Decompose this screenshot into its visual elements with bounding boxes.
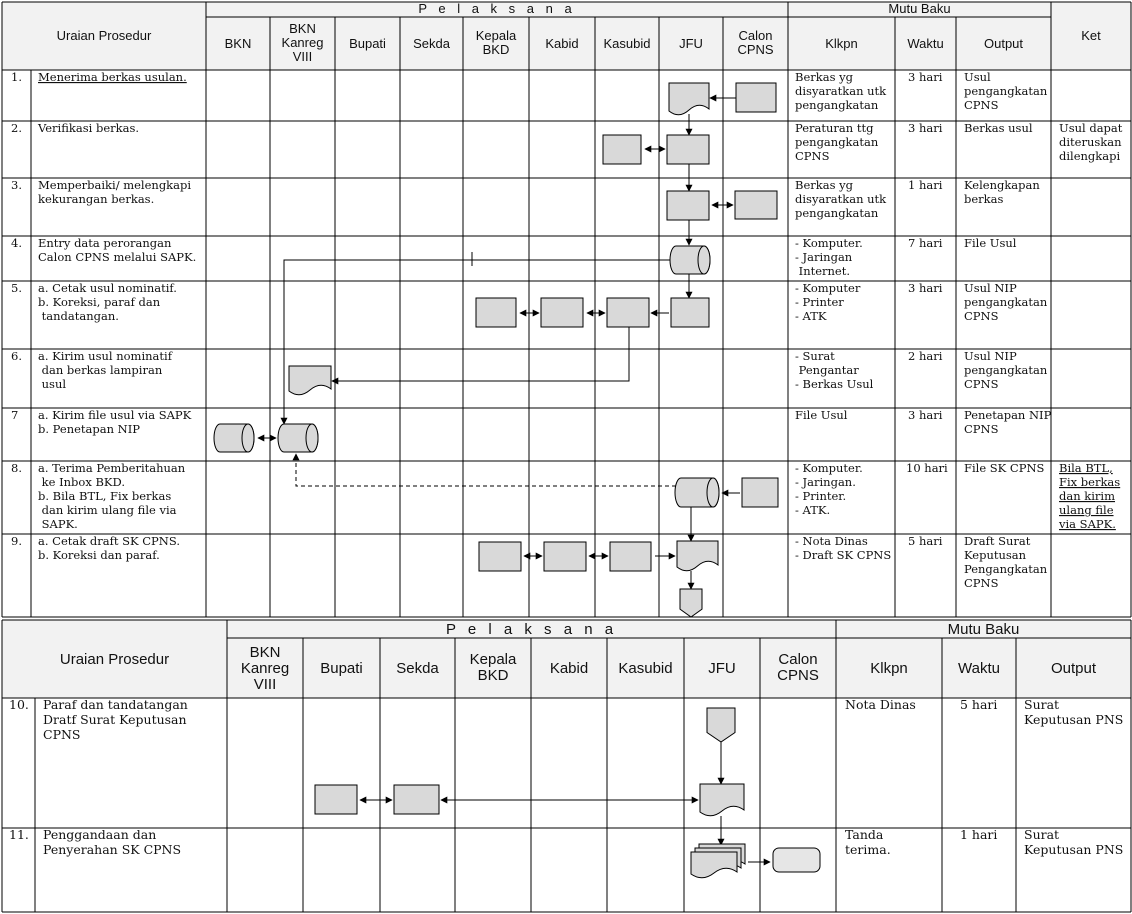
calon-cpns-fix-box (735, 191, 777, 219)
document-usul (669, 83, 709, 115)
row-number: 3. (11, 178, 22, 192)
row-number: 11. (9, 827, 29, 842)
kasubid-draft-box (610, 542, 651, 571)
actor-header: JFU (708, 660, 736, 677)
sapk-database (670, 246, 710, 274)
klkpn-text: File Usul (795, 408, 848, 422)
procedure-description: a. Kirim usul nominatif dan berkas lampiran usul (38, 349, 172, 391)
row-number: 10. (9, 697, 29, 712)
waktu-text: 1 hari (960, 827, 998, 842)
procedure-header: Uraian Prosedur (59, 651, 170, 668)
offpage-connector (707, 708, 735, 742)
calon-cpns-box (736, 83, 776, 112)
row-number: 5. (11, 281, 22, 295)
final-sk-document (700, 784, 744, 816)
actor-header: BKN Kanreg VIII (240, 644, 290, 693)
cylinder-end (242, 424, 254, 452)
actor-header: Kasubid (603, 36, 651, 51)
kasubid-correct-box (607, 298, 649, 327)
row-number: 2. (11, 121, 22, 135)
output-text: Penetapan NIP CPNS (964, 408, 1052, 436)
cylinder-end (306, 424, 318, 452)
actor-header: Kabid (549, 660, 589, 677)
klkpn-text: Berkas yg disyaratkan utk pengangkatan (795, 178, 887, 220)
procedure-description: a. Terima Pemberitahuan ke Inbox BKD. b. Bila BTL, Fix berkas dan kirim ulang file via SAPK. (38, 461, 186, 531)
cylinder-end (707, 478, 719, 507)
waktu-text: 3 hari (908, 121, 943, 135)
output-text: Usul pengangkatan CPNS (964, 70, 1048, 112)
connector-line (332, 327, 629, 381)
mutu-col-header: Output (983, 36, 1024, 51)
waktu-text: 2 hari (908, 349, 943, 363)
actor-header: Sekda (413, 36, 450, 51)
actor-header: Calon CPNS (777, 651, 819, 684)
pelaksana-header: P e l a k s a n a (445, 621, 618, 638)
klkpn-text: - Komputer. - Jaringan Internet. (795, 236, 863, 278)
row-number: 9. (11, 534, 22, 548)
procedure-description: Verifikasi berkas. (38, 121, 140, 135)
procedure-header: Uraian Prosedur (56, 28, 152, 43)
row-number: 7 (11, 408, 19, 422)
row-number: 8. (11, 461, 22, 475)
kasubid-box (603, 135, 641, 164)
waktu-text: 3 hari (908, 70, 943, 84)
row-number: 6. (11, 349, 22, 363)
klkpn-text: - Komputer - Printer - ATK (795, 281, 861, 323)
output-text: Surat Keputusan PNS (1024, 697, 1124, 727)
usul-nominatif-document (289, 366, 331, 395)
row-number: 4. (11, 236, 22, 250)
jfu-print-box (671, 298, 709, 327)
output-text: Berkas usul (964, 121, 1033, 135)
actor-header: Calon CPNS (737, 28, 774, 57)
kepala-bkd-sign-box (476, 298, 516, 327)
actor-header: BKN (224, 36, 252, 51)
actor-header: Kepala BKD (469, 651, 517, 684)
mutu-baku-header: Mutu Baku (947, 621, 1020, 638)
procedure-description: Paraf dan tandatangan Dratf Surat Keputusan CPNS (43, 697, 188, 742)
connector-line (284, 260, 670, 424)
waktu-text: 3 hari (908, 408, 943, 422)
kepala-bkd-draft-box (479, 542, 521, 571)
kabid-correct-box (541, 298, 583, 327)
waktu-text: 5 hari (908, 534, 943, 548)
output-text: Usul NIP pengangkatan CPNS (964, 349, 1048, 391)
waktu-text: 5 hari (960, 697, 998, 712)
procedure-description: a. Cetak draft SK CPNS. b. Koreksi dan paraf. (38, 534, 180, 562)
document-stack-front (691, 852, 737, 878)
klkpn-text: - Nota Dinas - Draft SK CPNS (795, 534, 892, 562)
jfu-verify-box (667, 135, 709, 164)
offpage-connector (680, 589, 702, 617)
ket-text: Bila BTL, Fix berkas dan kirim ulang file via SAPK. (1059, 461, 1121, 531)
jfu-file-sk-database (675, 478, 719, 507)
klkpn-text: Berkas yg disyaratkan utk pengangkatan (795, 70, 887, 112)
waktu-text: 10 hari (906, 461, 948, 475)
klkpn-text: Nota Dinas (845, 697, 916, 712)
actor-header: Kabid (545, 36, 579, 51)
mutu-col-header: Klkpn (870, 660, 908, 677)
actor-header: Kasubid (618, 660, 673, 677)
draft-sk-document (677, 541, 718, 571)
mutu-col-header: Klkpn (825, 36, 858, 51)
output-text: Surat Keputusan PNS (1024, 827, 1124, 857)
ket-text: Usul dapat diteruskan dilengkapi (1059, 121, 1123, 163)
connector-line (296, 454, 676, 486)
kabid-draft-box (544, 542, 586, 571)
output-text: Kelengkapan berkas (964, 178, 1040, 206)
mutu-col-header: Waktu (958, 660, 1000, 677)
actor-header: Bupati (320, 660, 363, 677)
waktu-text: 3 hari (908, 281, 943, 295)
ket-header: Ket (1081, 28, 1101, 43)
row-number: 1. (11, 70, 22, 84)
kanreg-database (278, 424, 318, 452)
mutu-baku-header: Mutu Baku (888, 1, 951, 16)
mutu-col-header: Waktu (907, 36, 944, 51)
actor-header: Sekda (396, 660, 439, 677)
klkpn-text: Tanda terima. (845, 827, 891, 857)
procedure-description: Memperbaiki/ melengkapi kekurangan berkas. (38, 178, 192, 206)
procedure-description: Entry data perorangan Calon CPNS melalui SAPK. (38, 236, 197, 264)
bupati-sign-box (315, 785, 357, 814)
bkn-database (214, 424, 254, 452)
end-terminator (773, 848, 820, 872)
actor-header: JFU (679, 36, 703, 51)
procedure-description: Penggandaan dan Penyerahan SK CPNS (43, 827, 182, 857)
actor-header: Kepala BKD (475, 28, 517, 57)
actor-header: BKN Kanreg VIII (281, 21, 324, 64)
procedure-description: a. Cetak usul nominatif. b. Koreksi, paraf dan tandatangan. (38, 281, 177, 323)
actor-header: Bupati (349, 36, 386, 51)
cylinder-end (698, 246, 710, 274)
output-text: Usul NIP pengangkatan CPNS (964, 281, 1048, 323)
procedure-description: a. Kirim file usul via SAPK b. Penetapan NIP (38, 408, 192, 436)
klkpn-text: Peraturan ttg pengangkatan CPNS (795, 121, 879, 163)
klkpn-text: - Surat Pengantar - Berkas Usul (795, 349, 874, 391)
waktu-text: 7 hari (908, 236, 943, 250)
sekda-sign-box (394, 785, 439, 814)
calon-cpns-fixfile-box (742, 478, 778, 507)
jfu-fix-box (667, 191, 709, 220)
klkpn-text: - Komputer. - Jaringan. - Printer. - ATK. (795, 461, 863, 517)
output-text: Draft Surat Keputusan Pengangkatan CPNS (964, 534, 1048, 590)
output-text: File SK CPNS (964, 461, 1045, 475)
procedure-description: Menerima berkas usulan. (38, 70, 187, 84)
output-text: File Usul (964, 236, 1017, 250)
pelaksana-header: P e l a k s a n a (418, 1, 576, 16)
waktu-text: 1 hari (908, 178, 943, 192)
mutu-col-header: Output (1050, 660, 1097, 677)
